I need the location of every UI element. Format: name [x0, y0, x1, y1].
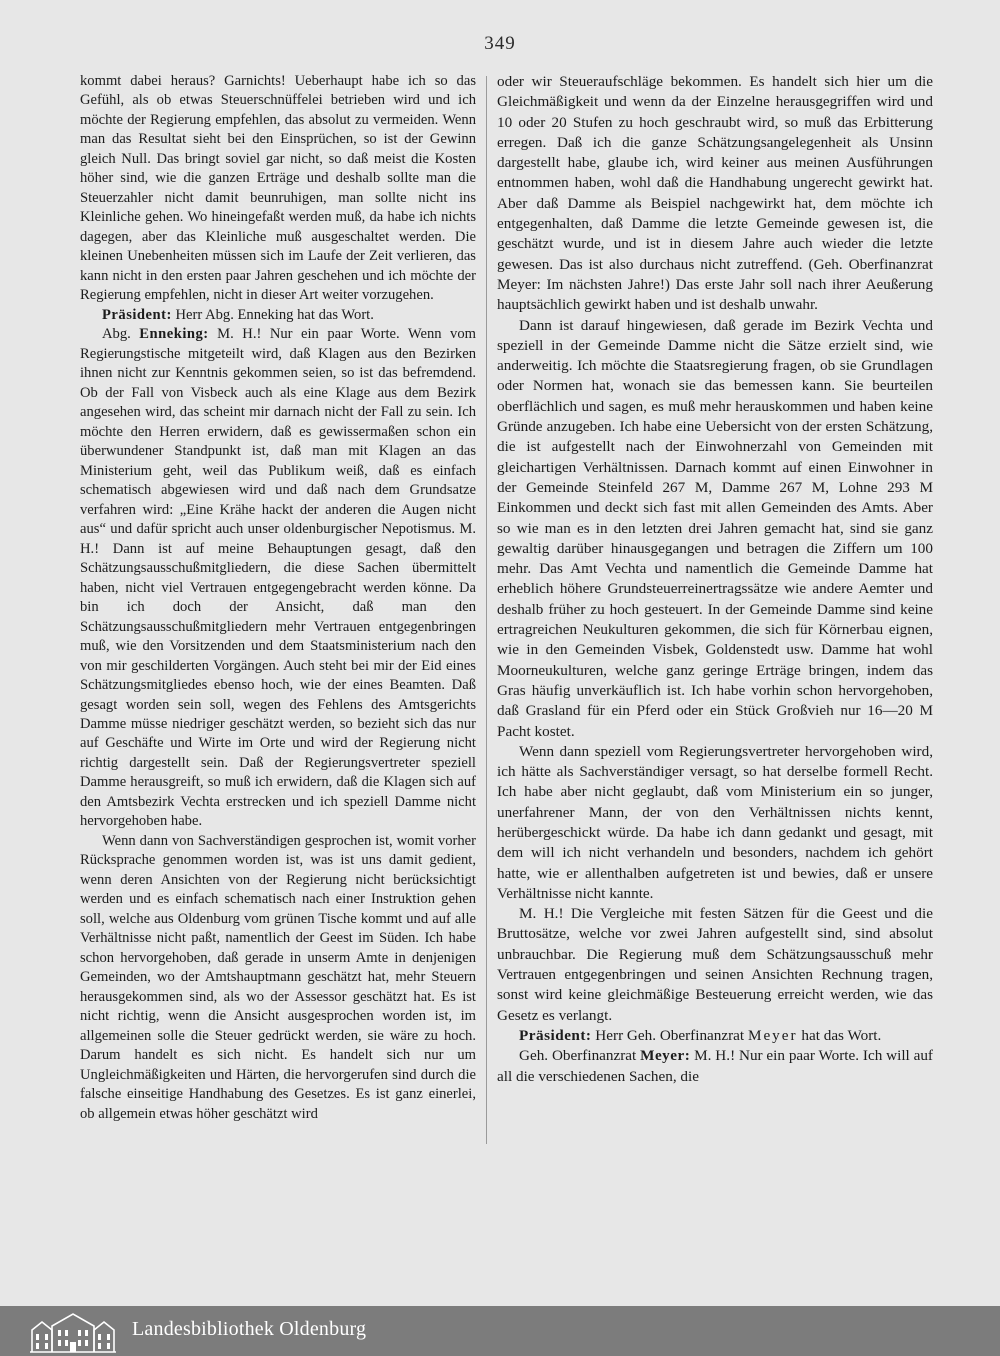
- paragraph: kommt dabei heraus? Garnichts! Ueberhaupt habe ich so das Gefühl, als ob etwas Steuerschnüffelei betrieben wird und ich möchte der Regierung empfehlen, das absolut zu vermeiden. Wenn man das Resultat sieht bei den Einsprüchen, so ist der Gewinn gleich Null. Das bringt soviel gar nicht, so daß meist die Kosten höher sind, wie die ganzen Erträge und deshalb sollte man die Steuerzahler nicht damit beunruhigen, man sollte nicht ins Kleinliche gehen. Wo hineingefaßt werden muß, da habe ich nichts dagegen, aber das Kleinliche muß ausgeschaltet werden. Die kleinen Unebenheiten müssen sich im Laufe der Zeit verlieren, das kann nicht in den ersten paar Jahren geschehen und ich möchte der Regierung empfehlen, nicht in dieser Art weiter vorzugehen.: [80, 73, 476, 304]
- page-number: 349: [484, 33, 516, 54]
- paragraph-text: M. H.! Nur ein paar Worte. Ich will auf all die verschiedenen Sachen, die: [497, 1047, 933, 1085]
- person-name: Meyer: [747, 1026, 798, 1044]
- library-name: Landesbibliothek Oldenburg: [132, 1318, 367, 1340]
- paragraph: Dann ist darauf hingewiesen, daß gerade im Bezirk Vechta und speziell in der Gemeinde Damme nicht die Sätze erzielt sind, wie anderweitig. Ich möchte die Staatsregierung fragen, ob sie Grundlagen oder Normen hat, wonach sie das bemessen kann. Sie beurteilen oberflächlich und sagen, es muß mehr herauskommen und haben keine Gründe anzugeben. Ich habe eine Uebersicht von der ersten Schätzung, die ist aufgestellt nach der Einwohnerzahl von Gemeinden mit gleichartigen Verhältnissen. Darnach kommt auf einen Einwohner in der Gemeinde Steinfeld 267 M, Damme 267 M, Lohne 293 M Einkommen und deckt sich fast mit allen Gemeinden des Amts. Aber so wie man es in den letzten drei Jahren gemacht hat, sind sie ganz gewaltig darüber hinausgegangen und betragen die Ziffern um 100 mehr. Das Amt Vechta und namentlich die Gemeinde Damme hat erheblich höhere Grundsteuerreinertragssätze wie andere Aemter und deshalb früher zu hoch gesteuert. In der Gemeinde Damme sind keine ertragreichen Neukulturen gekommen, die sich für Körnerbau eignen, wie in den Gemeinden Visbek, Goldenstedt usw. Damme hat wohl Moorneukulturen, welche ganz geringe Erträge bringen, indem das Gras häufig unverkäuflich ist. Ich habe vorhin schon hervorgehoben, daß Grasland für ein Pferd oder ein Stück Großvieh nur 16—20 M Pacht kostet.: [497, 316, 933, 740]
- paragraph: M. H.! Die Vergleiche mit festen Sätzen für die Geest und die Bruttosätze, welche vor zwei Jahren aufgestellt sind, sind absolut unbrauchbar. Die Regierung muß dem Schätzungsausschuß mehr Vertrauen entgegenbringen und seinen Ansichten Rechnung tragen, sonst wird keine gleichmäßige Besteuerung erreicht werden, wie das Gesetz es verlangt.: [497, 905, 933, 1024]
- paragraph: Wenn dann speziell vom Regierungsvertreter hervorgehoben wird, ich hätte als Sachverständiger versagt, so hat derselbe formell Recht. Ich habe aber nicht geglaubt, daß vom Ministerium ein so junger, unerfahrener Mann, der von den Verhältnissen nichts kennt, herübergeschickt würde. Da habe ich dann gedankt und gesagt, mit dem will ich nicht verhandeln und besonders, nachdem ich gehört hatte, wie er allenthalben aufgetreten ist und bewies, daß er unsere Verhältnisse nicht kannte.: [497, 742, 933, 902]
- speaker-name: Präsident:: [102, 306, 172, 323]
- paragraph: [80, 306, 476, 325]
- paragraph-text: M. H.! Nur ein paar Worte. Wenn vom Regierungstische mitgeteilt wird, daß Klagen aus den Bezirken ihnen nicht zur Kenntnis gekommen seien, so ist das befremdend. Ob der Fall von Visbeck auch als eine Klage aus dem Bezirk angesehen wird, das scheint mir darnach nicht der Fall zu sein. Ich möchte den Herren erwidern, daß es gewissermaßen schon ein überwundener Standpunkt ist, daß man mit Klagen an das Ministerium geht, weil das Publikum weiß, daß es einfach schematisch abgewiesen wird und daß nach dem Grundsatze verfahren wird: „Eine Krähe hackt der anderen die Augen nicht aus“ und dafür spricht auch unser oldenburgischer Nepotismus. M. H.! Dann ist auf meine Behauptungen gesagt, daß den Schätzungsausschußmitgliedern, die diese Sachen übermittelt haben, nicht viel Vertrauen entgegengebracht werden könne. Da bin ich doch der Ansicht, daß man den Schätzungsausschußmitgliedern mehr Vertrauen entgegenbringen muß, wie den Vorsitzenden und dem Staatsministerium nach den von mir geschilderten Vorgängen. Auch steht bei mir der Eid eines Schätzungsmitgliedes ebenso hoch, wie der eines Beamten. Daß gesagt worden sein soll, wegen des Fehlens des Amtsgerichts Damme müsse niedriger geschätzt werden, so bezieht sich das nur auf Geschäfte und Wirte im Orte und wird der Regierung nicht richtig dargestellt sein. Daß der Regierungsvertreter speziell Damme herausgreift, so muß ich erwidern, daß die Klagen sich auf den Amtsbezirk Vechta erstrecken und ich speziell Damme nicht hervorgehoben habe.: [80, 326, 476, 830]
- speaker-name: Meyer:: [640, 1047, 691, 1065]
- paragraph-text: Herr Abg. Enneking hat das Wort.: [171, 306, 374, 323]
- paragraph: [80, 325, 476, 832]
- paragraph: Wenn dann von Sachverständigen gesprochen ist, womit vorher Rücksprache genommen worden ist, was ist uns damit gedient, wenn deren Ansichten von der Regierung nicht berücksichtigt werden und es einfach schematisch nach einer Instruktion gehen soll, welche aus Oldenburg vom grünen Tische kommt und auf alle Verhältnisse nicht paßt, namentlich der Geest im Süden. Ich habe schon hervorgehoben, daß gerade in unserm Amte in denjenigen Gemeinden, wo der Amtshauptmann geschätzt hat, mehr Steuern herausgekommen sind, als wo der Assessor geschätzt hat. Es ist nicht richtig, wenn die Ansicht ausgesprochen worden ist, im allgemeinen solle die Steuer gedrückt werden, sie wäre zu hoch. Darum handelt es sich nicht. Es handelt sich nur um Ungleichmäßigkeiten und Härten, die hervorgerufen sind durch die falsche einseitige Handhabung des Gesetzes. Es ist ganz einerlei, ob allgemein etwas höher geschätzt wird: [80, 832, 476, 1122]
- text-column-right: [497, 72, 933, 1087]
- speaker-name: Enneking:: [139, 326, 209, 343]
- paragraph-text: Herr Geh. Oberfinanzrat: [591, 1026, 748, 1044]
- speaker-title: Abg.: [102, 326, 140, 343]
- speaker-title: Geh. Oberfinanzrat: [519, 1047, 641, 1065]
- text-column-left: [80, 72, 476, 1124]
- paragraph: [497, 1026, 933, 1046]
- paragraph: oder wir Steueraufschläge bekommen. Es handelt sich hier um die Gleichmäßigkeit und wenn da der Einzelne herausgegriffen wird und 10 oder 20 Stufen zu hoch geschraubt wird, so muß das Erbitterung erregen. Daß ich die ganze Schätzungsangelegenheit als Unsinn dargestellt habe, glaube ich, wird keiner aus meinen Ausführungen entnommen haben, wohl daß die Handhabung ungerecht gewirkt hat. Aber daß Damme als Beispiel nachgewirkt hat, dem möchte ich entgegenhalten, daß Damme die letzte Gemeinde gewesen ist, die geschätzt wurde, und ist in diesem Jahre auch wieder die letzte gewesen. Das ist also durchaus nicht zutreffend. (Geh. Oberfinanzrat Meyer: Im nächsten Jahre!) Das erste Jahr soll nach ihrer Aeußerung hauptsächlich gewirkt haben und ist deshalb unwahr.: [497, 73, 933, 314]
- column-divider: [486, 76, 487, 1144]
- paragraph-text: hat das Wort.: [797, 1026, 882, 1044]
- paragraph: [497, 1046, 933, 1087]
- library-building-icon: [28, 1308, 118, 1354]
- speaker-name: Präsident:: [519, 1026, 592, 1044]
